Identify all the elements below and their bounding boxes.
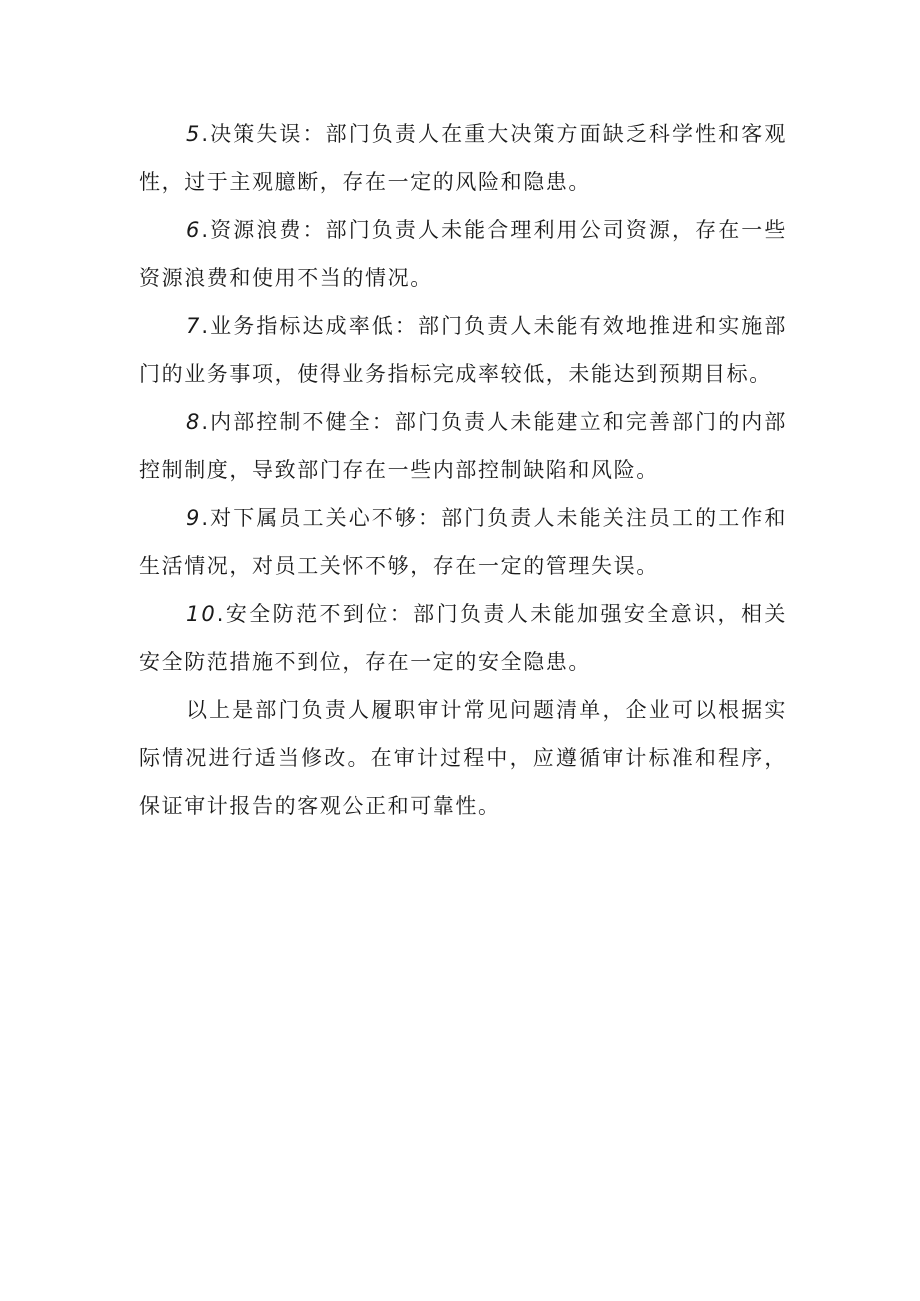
list-item bbox=[139, 206, 787, 302]
item-text: .安全防范不到位：部门负责人未能加强安全意识，相关安全防范措施不到位，存在一定的安全隐患。 bbox=[139, 602, 787, 674]
item-number: 9 bbox=[186, 506, 202, 530]
item-text: .内部控制不健全：部门负责人未能建立和完善部门的内部控制制度，导致部门存在一些内部控制缺陷和风险。 bbox=[139, 410, 787, 482]
document-body bbox=[139, 110, 787, 830]
list-item bbox=[139, 590, 787, 686]
item-text: .对下属员工关心不够：部门负责人未能关注员工的工作和生活情况，对员工关怀不够，存在一定的管理失误。 bbox=[139, 506, 787, 578]
item-number: 8 bbox=[186, 410, 202, 434]
list-item bbox=[139, 494, 787, 590]
list-item bbox=[139, 302, 787, 398]
item-text: .业务指标达成率低：部门负责人未能有效地推进和实施部门的业务事项，使得业务指标完成率较低，未能达到预期目标。 bbox=[139, 314, 787, 386]
conclusion-paragraph: 以上是部门负责人履职审计常见问题清单，企业可以根据实际情况进行适当修改。在审计过程中，应遵循审计标准和程序，保证审计报告的客观公正和可靠性。 bbox=[139, 698, 787, 818]
item-number: 6 bbox=[186, 218, 202, 242]
item-number: 10 bbox=[186, 602, 217, 626]
item-number: 5 bbox=[186, 122, 202, 146]
list-item bbox=[139, 110, 787, 206]
item-number: 7 bbox=[186, 314, 202, 338]
list-item bbox=[139, 398, 787, 494]
item-text: .资源浪费：部门负责人未能合理利用公司资源，存在一些资源浪费和使用不当的情况。 bbox=[139, 218, 787, 290]
item-text: .决策失误：部门负责人在重大决策方面缺乏科学性和客观性，过于主观臆断，存在一定的风险和隐患。 bbox=[139, 122, 787, 194]
